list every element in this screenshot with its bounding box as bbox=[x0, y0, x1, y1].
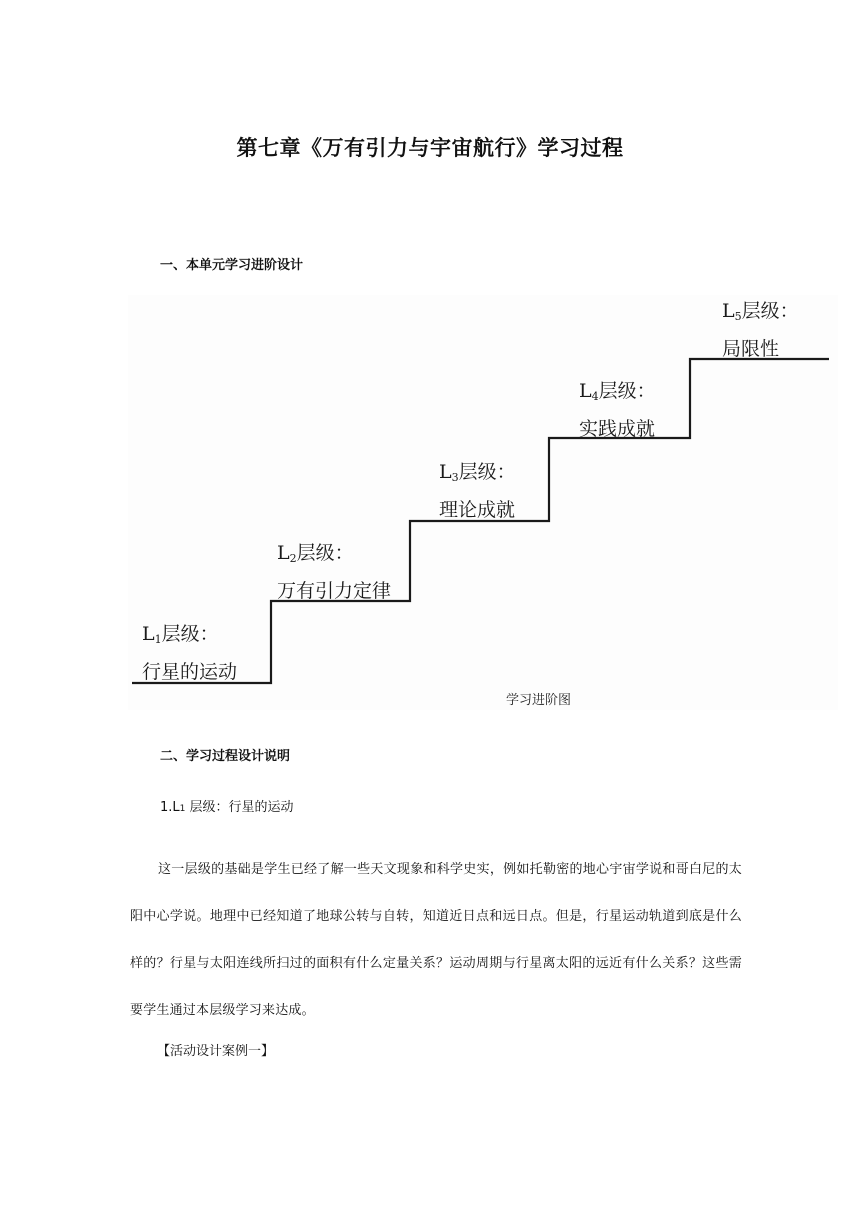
level-3-label bbox=[439, 456, 516, 526]
level-1-letter: L bbox=[142, 623, 155, 645]
level-4-name: 实践成就 bbox=[579, 418, 656, 440]
subheading-prefix: 1.L bbox=[160, 800, 180, 815]
level-4-suffix: 层级： bbox=[598, 380, 656, 402]
level-3-name: 理论成就 bbox=[439, 499, 516, 521]
level-2-name: 万有引力定律 bbox=[277, 580, 392, 602]
body-paragraph: 这一层级的基础是学生已经了解一些天文现象和科学史实，例如托勒密的地心宇宙学说和哥白尼的太阳中心学说。地理中已经知道了地球公转与自转，知道近日点和远日点。但是，行星运动轨道到底是什么样的？行星与太阳连线所扫过的面积有什么定量关系？运动周期与行星离太阳的远近有什么关系？这些需要学生通过本层级学习来达成。 bbox=[130, 862, 742, 1018]
section-heading-progression: 一、本单元学习进阶设计 bbox=[160, 258, 304, 273]
level-2-suffix: 层级： bbox=[296, 542, 354, 564]
level-5-letter: L bbox=[722, 300, 735, 322]
level-4-subscript: 4 bbox=[591, 390, 599, 403]
level-1-suffix: 层级： bbox=[161, 623, 219, 645]
section-heading-process: 二、学习过程设计说明 bbox=[160, 749, 291, 764]
level-5-name: 局限性 bbox=[722, 338, 780, 360]
level-3-letter: L bbox=[439, 461, 452, 483]
level-1-subheading bbox=[160, 796, 294, 815]
subheading-subscript: 1 bbox=[179, 804, 186, 814]
level-1-label bbox=[142, 618, 237, 688]
activity-case-heading: 【活动设计案例一】 bbox=[157, 1044, 275, 1059]
level-4-letter: L bbox=[579, 380, 592, 402]
level-2-label bbox=[277, 537, 391, 607]
level-3-suffix: 层级： bbox=[458, 461, 516, 483]
level-2-subscript: 2 bbox=[289, 552, 297, 565]
subheading-suffix: 层级：行星的运动 bbox=[185, 800, 294, 815]
level-3-subscript: 3 bbox=[451, 471, 459, 484]
level-5-subscript: 5 bbox=[734, 310, 742, 323]
level-2-letter: L bbox=[277, 542, 290, 564]
page-title: 第七章《万有引力与宇宙航行》学习过程 bbox=[236, 136, 624, 160]
level-5-label bbox=[722, 295, 799, 365]
level-4-label bbox=[579, 375, 656, 445]
level-1-name: 行星的运动 bbox=[142, 661, 238, 683]
learning-progression-diagram bbox=[128, 295, 838, 710]
level-5-suffix: 层级： bbox=[741, 300, 799, 322]
diagram-caption: 学习进阶图 bbox=[506, 693, 572, 708]
level-1-subscript: 1 bbox=[154, 633, 162, 646]
